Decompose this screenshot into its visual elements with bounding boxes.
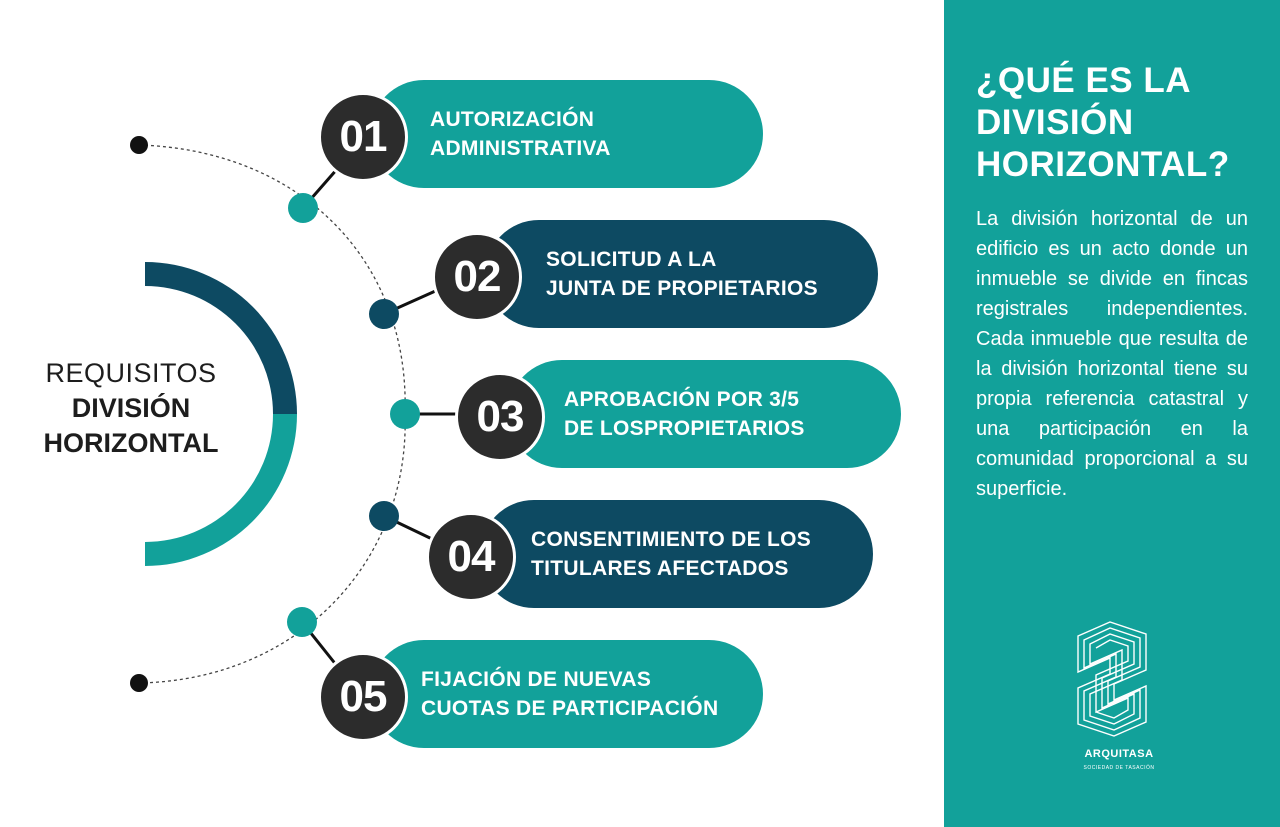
step-5-pill [370,640,763,748]
sidebar-heading [976,60,1266,186]
sidebar-heading-line-3: HORIZONTAL? [976,145,1230,184]
step-1-number-badge: 01 [318,92,408,182]
title-line-2: DIVISIÓN [71,393,191,423]
step-5-number-badge: 05 [318,652,408,742]
step-4-pill [480,500,873,608]
arc-end-dot-top [130,136,148,154]
step-4-line-1: CONSENTIMIENTO DE LOS [531,528,812,551]
step-1-line-2: ADMINISTRATIVA [430,137,611,160]
info-sidebar [944,0,1280,827]
node-dot-4 [369,501,399,531]
step-1-line-1: AUTORIZACIÓN [430,108,595,131]
step-4-number-badge: 04 [426,512,516,602]
step-2-line-2: JUNTA DE PROPIETARIOS [546,277,818,300]
sidebar-heading-line-1: ¿QUÉ ES LA [976,61,1192,100]
step-2-pill [485,220,878,328]
step-5-line-1: FIJACIÓN DE NUEVAS [421,668,652,691]
arquitasa-logo-icon [1074,620,1150,740]
step-3-line-2: DE LOSPROPIETARIOS [564,417,805,440]
title-line-3: HORIZONTAL [43,428,219,458]
node-dot-1 [288,193,318,223]
node-dot-2 [369,299,399,329]
sidebar-body-text: La división horizontal de un edificio es un acto donde un inmueble se divide en fincas registrales independientes. Cada inmueble que resulta de la división horizontal tiene su propia referencia catastral y una participación en la comunidad proporcional a su superficie. [976,208,1248,500]
node-dot-3 [390,399,420,429]
step-4-line-2: TITULARES AFECTADOS [531,557,789,580]
step-2-number-badge: 02 [432,232,522,322]
step-2-line-1: SOLICITUD A LA [546,248,717,271]
title-line-1: REQUISITOS [45,358,217,388]
arc-end-dot-bottom [130,674,148,692]
step-3-line-1: APROBACIÓN POR 3/5 [564,388,800,411]
step-3-pill [508,360,901,468]
step-1-pill [370,80,763,188]
sidebar-heading-line-2: DIVISIÓN [976,103,1134,142]
requirements-title [20,356,242,461]
node-dot-5 [287,607,317,637]
step-5-line-2: CUOTAS DE PARTICIPACIÓN [421,697,719,720]
brand-tagline: SOCIEDAD DE TASACIÓN [1083,765,1155,771]
step-3-number-badge: 03 [455,372,545,462]
brand-name: ARQUITASA [1084,748,1154,760]
